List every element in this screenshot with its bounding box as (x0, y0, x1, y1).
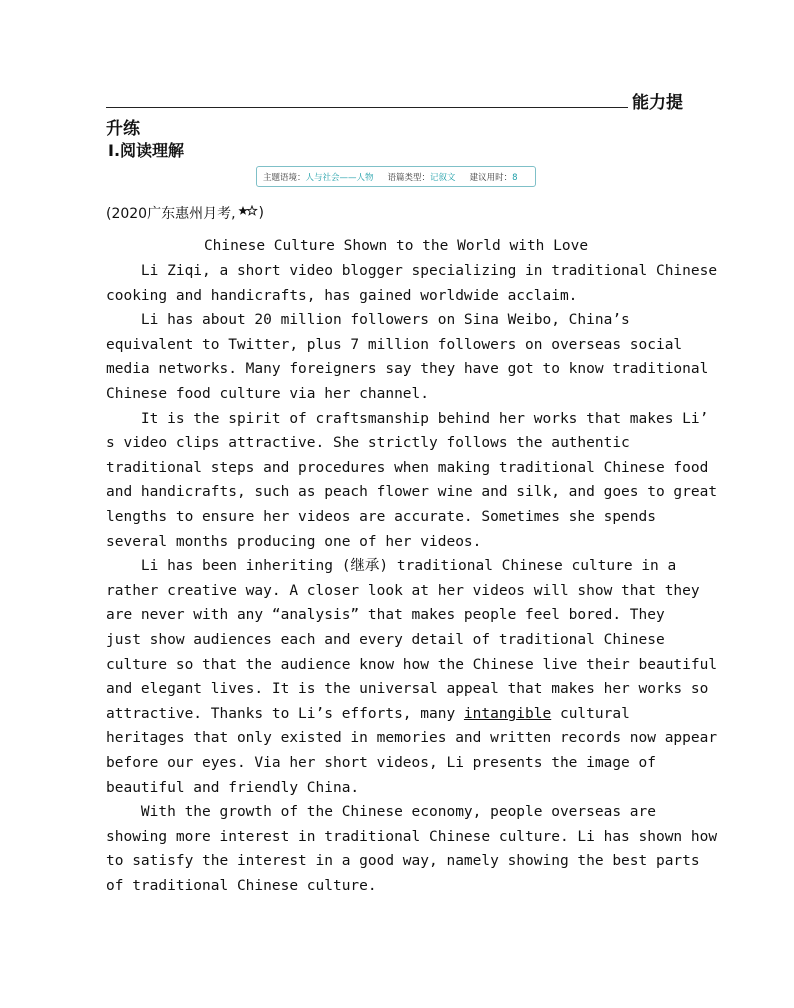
source-citation (106, 203, 264, 223)
genre-label: 语篇类型： (387, 172, 431, 183)
star-rating-icon (238, 205, 258, 221)
article-line: several months producing one of her videos. (106, 533, 482, 550)
article-line: and handicrafts, such as peach flower wine and silk, and goes to great (106, 484, 718, 501)
genre-field (388, 171, 456, 183)
article-line: beautiful and friendly China. (106, 779, 360, 796)
source-text: (2020广东惠州月考, (106, 206, 236, 222)
article-line: Li Ziqi, a short video blogger specializing in traditional Chinese (106, 263, 718, 279)
article-line: are never with any “analysis” that makes people feel bored. They (106, 607, 665, 624)
article-line-part: cultural (551, 705, 630, 722)
theme-value: 人与社会——人物 (305, 172, 374, 183)
section-heading-part2: 升练 (106, 119, 140, 139)
section-heading-part1: 能力提 (632, 93, 683, 113)
article-line: s video clips attractive. She strictly follows the authentic (106, 435, 630, 452)
article-line: Li has been inheriting (继承) traditional Chinese culture in a (106, 558, 677, 575)
time-field (470, 171, 518, 183)
article-line: Chinese food culture via her channel. (106, 386, 430, 402)
article-line-with-underline (106, 702, 696, 727)
theme-field (263, 171, 374, 183)
article-line: Li has about 20 million followers on Sina Weibo, China’s (106, 312, 630, 329)
genre-value: 记叙文 (430, 172, 456, 183)
article-line: equivalent to Twitter, plus 7 million followers on overseas social (106, 336, 683, 353)
article-line: cooking and handicrafts, has gained worldwide acclaim. (106, 287, 578, 304)
article-line: heritages that only existed in memories and written records now appear (106, 730, 718, 747)
time-label: 建议用时： (469, 172, 513, 183)
time-value: 8 (512, 172, 518, 183)
underlined-word: intangible (463, 705, 552, 722)
theme-label: 主题语境： (263, 172, 306, 183)
article-line: It is the spirit of craftsmanship behind her works that makes Li’ (106, 410, 709, 427)
topic-info-bar (256, 166, 536, 187)
article-line: With the growth of the Chinese economy, people overseas are (106, 804, 656, 821)
section-title: Ⅰ.阅读理解 (108, 141, 185, 160)
article-line: lengths to ensure her videos are accurate. Sometimes she spends (106, 509, 656, 525)
article-line: before our eyes. Via her short videos, Li presents the image of (106, 755, 656, 771)
article-line: of traditional Chinese culture. (106, 878, 377, 894)
article-line: culture so that the audience know how the Chinese live their beautiful (106, 656, 718, 673)
article-line: to satisfy the interest in a good way, namely showing the best parts (106, 853, 700, 870)
article-line: and elegant lives. It is the universal appeal that makes her works so (106, 681, 709, 698)
article-line: rather creative way. A closer look at her videos will show that they (106, 582, 700, 599)
article-line: traditional steps and procedures when making traditional Chinese food (106, 459, 709, 476)
article-line: just show audiences each and every detail of traditional Chinese (106, 632, 665, 648)
header-rule (106, 107, 628, 108)
article-line: media networks. Many foreigners say they have got to know traditional (106, 361, 709, 378)
article-line-part: attractive. Thanks to Li’s efforts, many (106, 705, 464, 722)
source-close: ) (258, 205, 265, 221)
article-line: showing more interest in traditional Chinese culture. Li has shown how (106, 828, 718, 845)
article-title: Chinese Culture Shown to the World with Love (203, 238, 589, 254)
